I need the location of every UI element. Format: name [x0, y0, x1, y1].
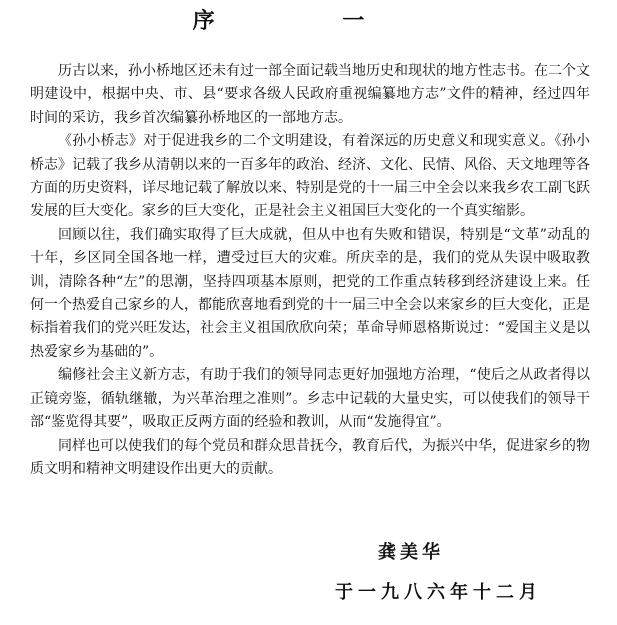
paragraph: 同样也可以使我们的每个党员和群众思昔抚今，教育后代，为振兴中华，促进家乡的物质文明和精神文明建设作出更大的贡献。	[30, 437, 590, 477]
page-title: 序 一	[192, 8, 425, 34]
preface-body	[30, 60, 590, 481]
paragraph: 《孙小桥志》对于促进我乡的二个文明建设，有着深远的历史意义和现实意义。《孙小桥志》记载了我乡从清朝以来的一百多年的政治、经济、文化、民情、风俗、天文地理等各方面的历史资料，详尽地记载了解放以来、特别是党的十一届三中全会以来我乡农工副飞跃发展的巨大变化。家乡的巨大变化，正是社会主义祖国巨大变化的一个真实缩影。	[30, 133, 590, 220]
paragraph: 历古以来，孙小桥地区还未有过一部全面记载当地历史和现状的地方性志书。在二个文明建设中，根据中央、市、县“要求各级人民政府重视编纂地方志”文件的精神，经过四年时间的采访，我乡首次编纂孙桥地区的一部地方志。	[30, 63, 590, 126]
author-signature: 龚美华	[378, 542, 444, 563]
signature-date: 于一九八六年十二月	[335, 582, 542, 603]
paragraph: 回顾以往，我们确实取得了巨大成就，但从中也有失败和错误，特别是“文革”动乱的十年，乡区同全国各地一样，遭受过巨大的灾难。所庆幸的是，我们的党从失误中吸取教训，清除各种“左”的思潮，坚持四项基本原则，把党的工作重点转移到经济建设上来。任何一个热爱自己家乡的人，都能欣喜地看到党的十一届三中全会以来家乡的巨大变化，正是标指着我们的党兴旺发达，社会主义祖国欣欣向荣；革命导师恩格斯说过：“爱国主义是以热爱家乡为基础的”。	[30, 226, 590, 360]
paragraph: 编修社会主义新方志，有助于我们的领导同志更好加强地方治理，“使后之从政者得以正镜旁鉴，循轨继辙，为兴革治理之准则”。乡志中记载的大量史实，可以使我们的领导干部“鉴览得其要”，吸取正反两方面的经验和教训，从而“发施得宜”。	[30, 367, 590, 431]
